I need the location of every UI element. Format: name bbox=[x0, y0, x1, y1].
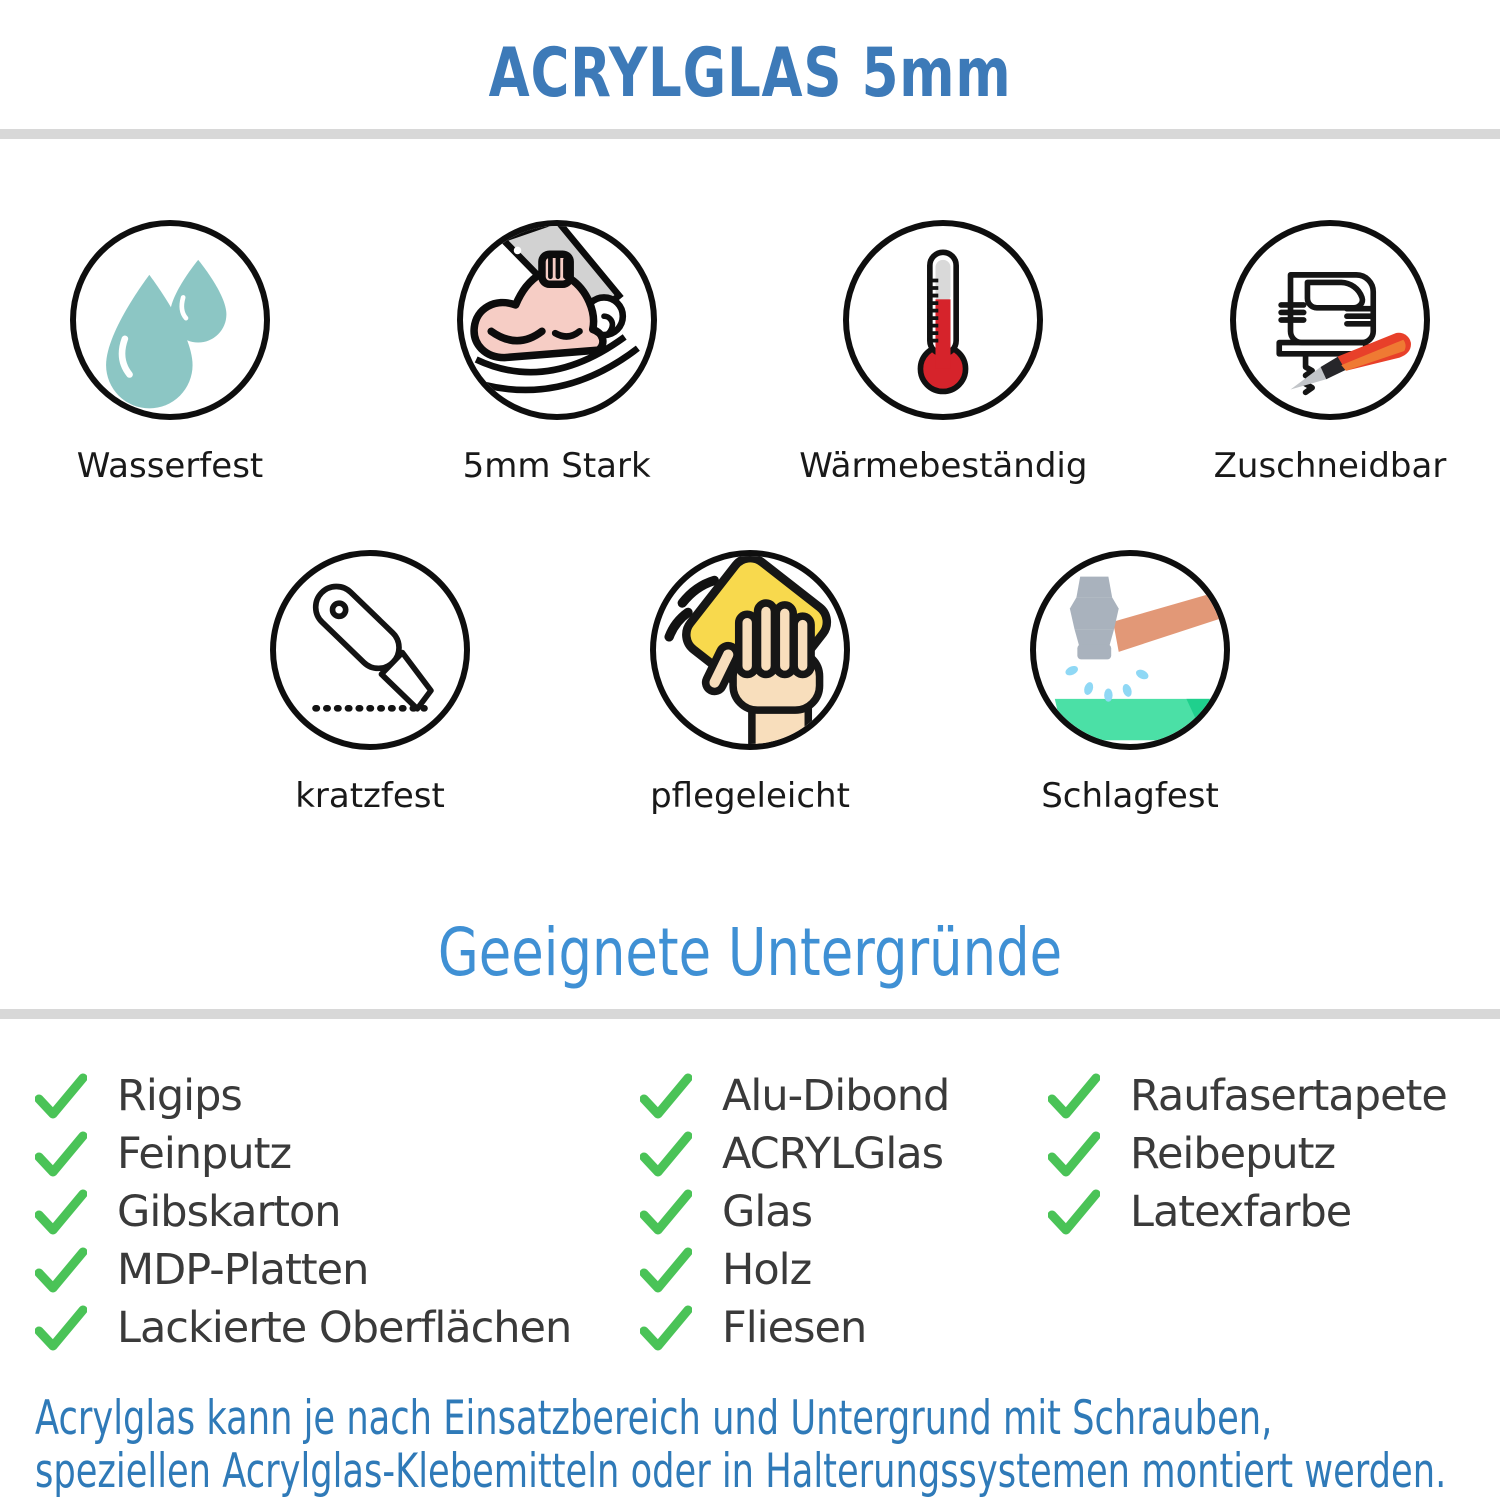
checkmark-icon bbox=[1048, 1189, 1100, 1235]
feature-pflegeleicht bbox=[620, 550, 880, 816]
mounting-note-line-1: Acrylglas kann je nach Einsatzbereich und Untergrund mit Schrauben, bbox=[35, 1391, 1273, 1446]
checkmark-icon bbox=[1048, 1131, 1100, 1177]
checkmark-icon bbox=[640, 1189, 692, 1235]
cleaning-hand-icon bbox=[650, 550, 850, 750]
feature-waermebestaendig bbox=[799, 220, 1088, 486]
feature-label: Wasserfest bbox=[76, 446, 264, 486]
page-title: ACRYLGLAS 5mm bbox=[488, 34, 1012, 113]
list-item: Glas bbox=[640, 1188, 949, 1236]
water-drops-icon bbox=[70, 220, 270, 420]
list-item: ACRYLGlas bbox=[640, 1130, 949, 1178]
list-item: Reibeputz bbox=[1048, 1130, 1447, 1178]
strong-arm-icon bbox=[457, 220, 657, 420]
jigsaw-icon bbox=[1230, 220, 1430, 420]
divider-middle bbox=[0, 1009, 1500, 1019]
feature-label: pflegeleicht bbox=[650, 776, 850, 816]
list-item: Feinputz bbox=[35, 1130, 571, 1178]
list-item: Gibskarton bbox=[35, 1188, 571, 1236]
checkmark-icon bbox=[35, 1073, 87, 1119]
checkmark-icon bbox=[640, 1073, 692, 1119]
list-item: Lackierte Oberflächen bbox=[35, 1304, 571, 1352]
list-item: Latexfarbe bbox=[1048, 1188, 1447, 1236]
checkmark-icon bbox=[640, 1247, 692, 1293]
utility-knife-icon bbox=[270, 550, 470, 750]
section-title: Geeignete Untergründe bbox=[437, 914, 1063, 991]
substrate-column-1 bbox=[35, 1072, 571, 1362]
checkmark-icon bbox=[35, 1189, 87, 1235]
feature-label: 5mm Stark bbox=[462, 446, 651, 486]
feature-5mm-stark bbox=[427, 220, 687, 486]
checkmark-icon bbox=[35, 1131, 87, 1177]
substrate-column-2 bbox=[640, 1072, 949, 1362]
list-item: Holz bbox=[640, 1246, 949, 1294]
feature-label: Schlagfest bbox=[1041, 776, 1219, 816]
checkmark-icon bbox=[640, 1305, 692, 1351]
mounting-note bbox=[35, 1392, 1446, 1498]
thermometer-icon bbox=[843, 220, 1043, 420]
mounting-note-line-2: speziellen Acrylglas-Klebemitteln oder in Halterungssystemen montiert werden. bbox=[35, 1444, 1447, 1499]
feature-schlagfest bbox=[1000, 550, 1260, 816]
list-item: MDP-Platten bbox=[35, 1246, 571, 1294]
feature-row-1 bbox=[40, 220, 1460, 486]
checkmark-icon bbox=[640, 1131, 692, 1177]
substrate-column-3 bbox=[1048, 1072, 1447, 1246]
list-item: Fliesen bbox=[640, 1304, 949, 1352]
feature-kratzfest bbox=[240, 550, 500, 816]
checkmark-icon bbox=[1048, 1073, 1100, 1119]
hammer-icon bbox=[1030, 550, 1230, 750]
list-item: Alu-Dibond bbox=[640, 1072, 949, 1120]
feature-wasserfest bbox=[40, 220, 300, 486]
feature-label: Zuschneidbar bbox=[1213, 446, 1447, 486]
checkmark-icon bbox=[35, 1305, 87, 1351]
divider-top bbox=[0, 129, 1500, 139]
list-item: Raufasertapete bbox=[1048, 1072, 1447, 1120]
checkmark-icon bbox=[35, 1247, 87, 1293]
feature-label: Wärmebeständig bbox=[799, 446, 1088, 486]
list-item: Rigips bbox=[35, 1072, 571, 1120]
feature-label: kratzfest bbox=[295, 776, 445, 816]
feature-row-2 bbox=[240, 550, 1260, 816]
feature-zuschneidbar bbox=[1200, 220, 1460, 486]
